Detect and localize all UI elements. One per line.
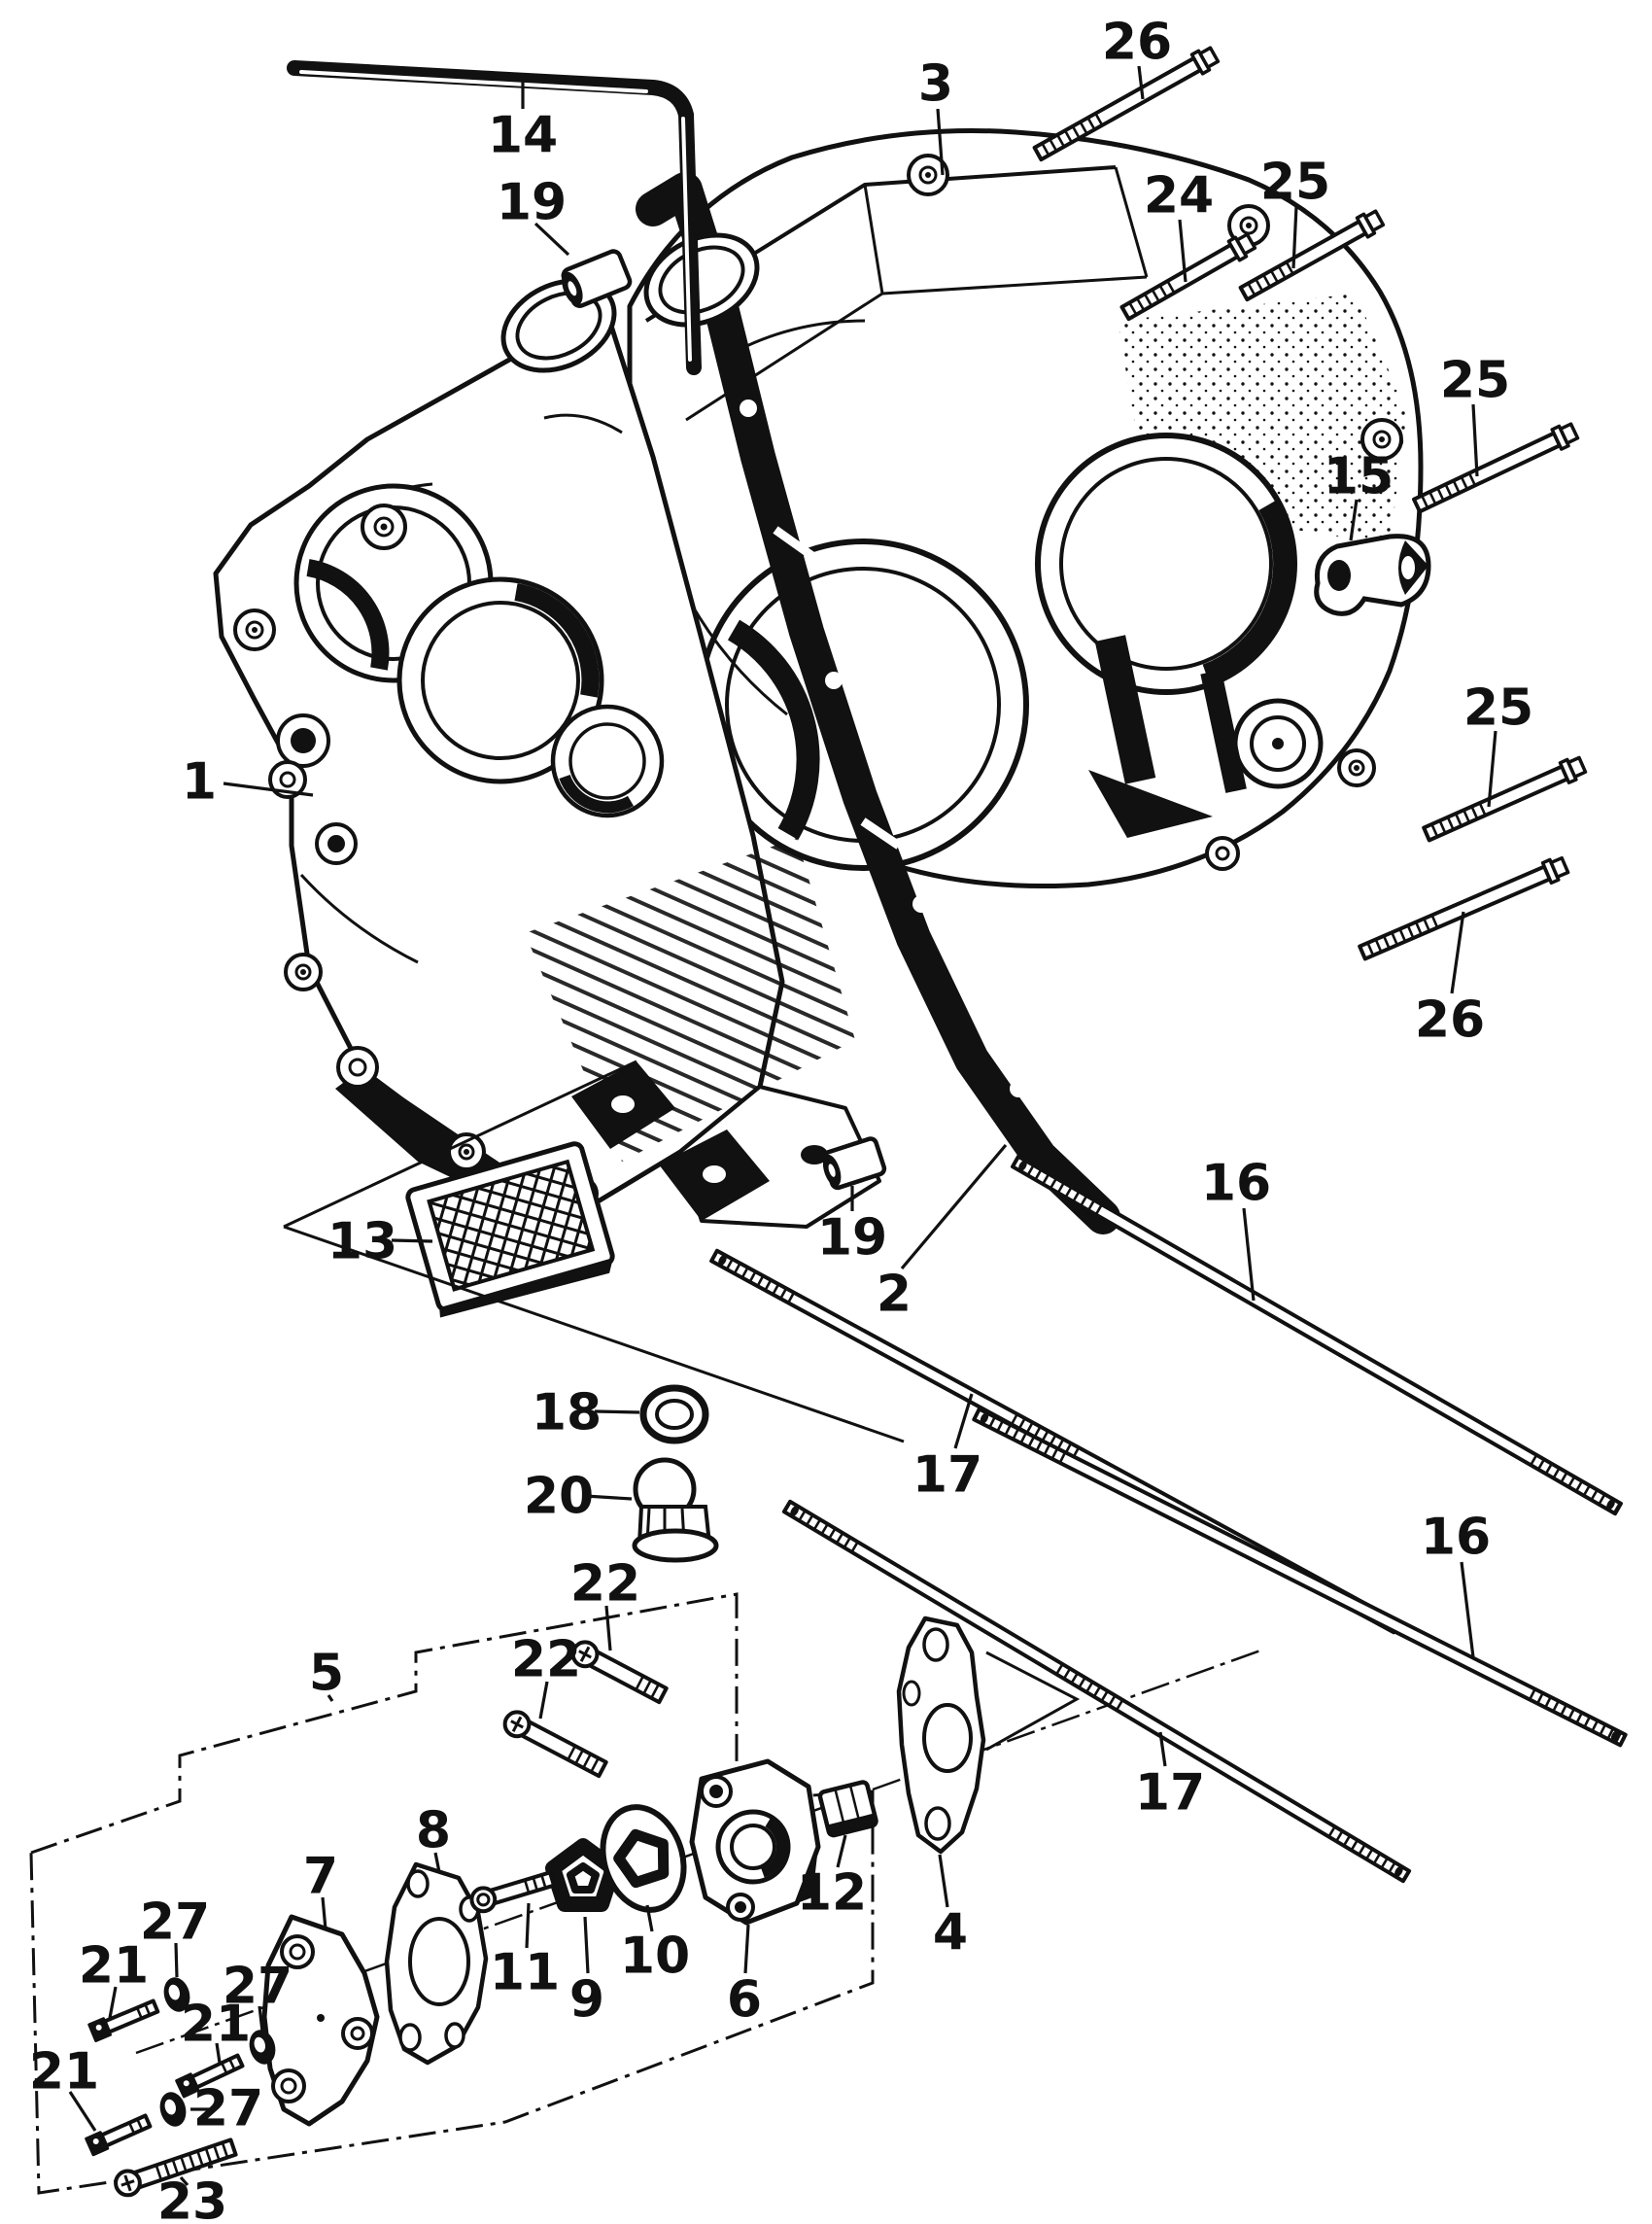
- pump-inner-rotor-polygon: [570, 1866, 596, 1890]
- cable-clamp-ellipse: [1327, 560, 1351, 591]
- pump-gasket-ellipse: [400, 2025, 420, 2050]
- callout-8-26: [416, 1802, 451, 1872]
- callout-label-15: 15: [1323, 447, 1394, 506]
- pump-mount-gasket-ellipse: [926, 1808, 949, 1839]
- callout-leader-13: [392, 1240, 432, 1241]
- callout-leader-25: [1473, 404, 1477, 476]
- callout-label-25: 25: [1439, 351, 1511, 410]
- callout-21-35: [29, 2043, 99, 2131]
- bolt-ear-holes-circle: [1246, 223, 1252, 228]
- flange-bolt-holes-circle: [281, 773, 294, 786]
- bolt-ear-holes-circle: [925, 172, 931, 178]
- callout-27-32: [140, 1894, 210, 1977]
- bolt-11-circle: [478, 1894, 489, 1905]
- center-gasket-line: [962, 990, 996, 1013]
- screw-22-a-path: [589, 1651, 666, 1702]
- pump-cover: [264, 1917, 377, 2124]
- oring: [643, 1388, 706, 1441]
- pump-mount-gasket-ellipse: [924, 1629, 947, 1660]
- callout-23-37: [157, 2173, 227, 2224]
- callout-label-19: 19: [816, 1208, 888, 1268]
- callout-label-6: 6: [726, 1970, 763, 2030]
- callout-label-19: 19: [496, 173, 568, 232]
- oring-ellipse: [657, 1401, 692, 1428]
- crankcase-left-half-circle: [327, 835, 345, 852]
- gasket-bottom-tabs-ellipse: [611, 1095, 635, 1113]
- screw-22-b: [505, 1712, 606, 1776]
- center-gasket-circle: [1010, 1080, 1027, 1097]
- pump-mount-gasket-ellipse: [904, 1682, 919, 1705]
- callout-5-22: [309, 1645, 344, 1703]
- callout-label-21: 21: [78, 1936, 150, 1996]
- stud-17-b: [784, 1502, 1409, 1881]
- callout-label-17: 17: [912, 1445, 983, 1505]
- crankcase-left-half-circle: [570, 724, 644, 798]
- callout-14-0: [488, 82, 558, 165]
- callout-label-16: 16: [1200, 1154, 1272, 1213]
- pump-body-circle: [709, 1785, 723, 1798]
- callout-label-10: 10: [619, 1927, 691, 1986]
- pump-gasket-ellipse: [408, 1871, 428, 1896]
- callout-label-12: 12: [796, 1863, 868, 1923]
- callout-10-29: [620, 1905, 690, 1986]
- callout-22-21: [511, 1631, 581, 1719]
- flange-bolt-holes-circle: [381, 524, 388, 531]
- center-gasket-circle: [912, 895, 930, 913]
- bolt-21-b-circle: [184, 2080, 189, 2086]
- flange-bolt-holes-circle: [252, 627, 258, 633]
- callout-label-17: 17: [1134, 1763, 1206, 1823]
- pump-cover-circle: [317, 2014, 325, 2022]
- bolt-11: [471, 1872, 554, 1911]
- callout-label-11: 11: [489, 1943, 561, 2002]
- crankcase-right-half-circle: [1272, 738, 1284, 749]
- callout-label-2: 2: [876, 1265, 912, 1324]
- bolt-21-a: [89, 2001, 158, 2041]
- callout-label-20: 20: [523, 1467, 595, 1526]
- callout-label-7: 7: [302, 1847, 339, 1906]
- callout-leader-12: [838, 1835, 845, 1867]
- screw-22-a: [573, 1642, 667, 1702]
- bolt-21-c: [86, 2116, 151, 2155]
- bolt-25-b-path: [1414, 434, 1560, 512]
- bolt-25-b: [1414, 424, 1578, 511]
- cable-clamp: [1317, 537, 1428, 614]
- pump-cover-circle: [352, 2028, 363, 2039]
- bolt-11-path: [489, 1872, 554, 1903]
- callout-label-25: 25: [1259, 153, 1331, 212]
- drain-plug-ellipse: [635, 1531, 716, 1560]
- callout-label-25: 25: [1463, 678, 1534, 738]
- pump-body-circle: [735, 1901, 746, 1913]
- callout-label-8: 8: [415, 1801, 452, 1860]
- bolt-ear-holes-circle: [1217, 848, 1228, 859]
- bolt-21-a-circle: [96, 2025, 102, 2031]
- gasket-bottom-tabs-ellipse: [703, 1165, 726, 1183]
- callout-leader-4: [940, 1855, 947, 1907]
- callout-label-9: 9: [568, 1970, 605, 2030]
- callout-4-24: [933, 1855, 968, 1963]
- callout-leader-17: [955, 1394, 972, 1448]
- callout-label-16: 16: [1420, 1508, 1492, 1567]
- callout-leader-26: [1452, 912, 1463, 993]
- pump-mount-gasket: [899, 1618, 983, 1852]
- callout-label-23: 23: [156, 2172, 228, 2224]
- callout-27-36: [190, 2080, 263, 2138]
- callout-7-25: [303, 1848, 338, 1929]
- drain-plug: [635, 1460, 716, 1560]
- flange-bolt-holes-circle: [464, 1149, 469, 1155]
- bolt-21-c-path: [102, 2116, 151, 2146]
- bolt-26-bottom: [1359, 858, 1567, 959]
- callout-label-22: 22: [510, 1630, 582, 1689]
- pump-mount-gasket-ellipse: [924, 1705, 971, 1771]
- callout-label-27: 27: [192, 2079, 264, 2138]
- center-gasket-circle: [825, 672, 843, 689]
- callout-label-26: 26: [1414, 990, 1486, 1050]
- callout-label-21: 21: [28, 2042, 100, 2102]
- pump-gasket-ellipse: [446, 2024, 464, 2047]
- callout-label-21: 21: [180, 1995, 252, 2054]
- flange-bolt-holes-circle: [350, 1060, 365, 1075]
- callout-label-26: 26: [1101, 13, 1173, 72]
- callout-11-27: [490, 1903, 560, 2002]
- bolt-25-c-path: [1424, 767, 1567, 841]
- crankcase-right-half-circle: [1061, 459, 1271, 669]
- callout-label-3: 3: [917, 54, 954, 114]
- pump-gasket-ellipse: [410, 1919, 468, 2004]
- callout-leader-9: [585, 1917, 588, 1973]
- callout-leader-2: [902, 1145, 1006, 1268]
- callout-label-4: 4: [932, 1903, 969, 1963]
- callout-leader-16: [1462, 1562, 1473, 1657]
- callout-19-1: [497, 174, 568, 255]
- bolt-25-c: [1424, 758, 1585, 841]
- callout-6-30: [727, 1925, 762, 2030]
- callout-9-28: [569, 1917, 604, 2030]
- flange-bolt-holes-circle: [300, 969, 306, 975]
- callout-leader-11: [527, 1903, 529, 1948]
- callout-label-27: 27: [222, 1957, 293, 2016]
- callout-label-14: 14: [487, 106, 559, 165]
- center-gasket-circle: [740, 400, 757, 417]
- cable-clamp-ellipse: [1401, 556, 1415, 579]
- bolt-ear-holes-circle: [1379, 436, 1385, 442]
- callout-label-13: 13: [327, 1212, 398, 1271]
- callout-label-27: 27: [139, 1893, 211, 1952]
- union-nut: [819, 1781, 878, 1836]
- bolt-ear-holes-circle: [1354, 765, 1359, 771]
- callout-label-18: 18: [531, 1383, 602, 1442]
- crankcase-left-half-circle: [291, 728, 316, 753]
- pump-cover-circle: [282, 2079, 295, 2093]
- callout-leader-6: [745, 1925, 748, 1973]
- callout-17-15: [912, 1394, 982, 1505]
- callout-label-22: 22: [569, 1554, 641, 1614]
- callout-20-19: [524, 1468, 632, 1526]
- bolt-21-c-circle: [93, 2138, 99, 2144]
- callout-label-1: 1: [181, 752, 218, 812]
- callout-label-24: 24: [1143, 166, 1215, 226]
- callout-2-13: [877, 1145, 1006, 1324]
- crankcase-left-half-circle: [423, 603, 578, 758]
- callout-label-5: 5: [308, 1644, 345, 1703]
- callout-18-18: [532, 1384, 639, 1442]
- pump-body-circle: [732, 1825, 774, 1868]
